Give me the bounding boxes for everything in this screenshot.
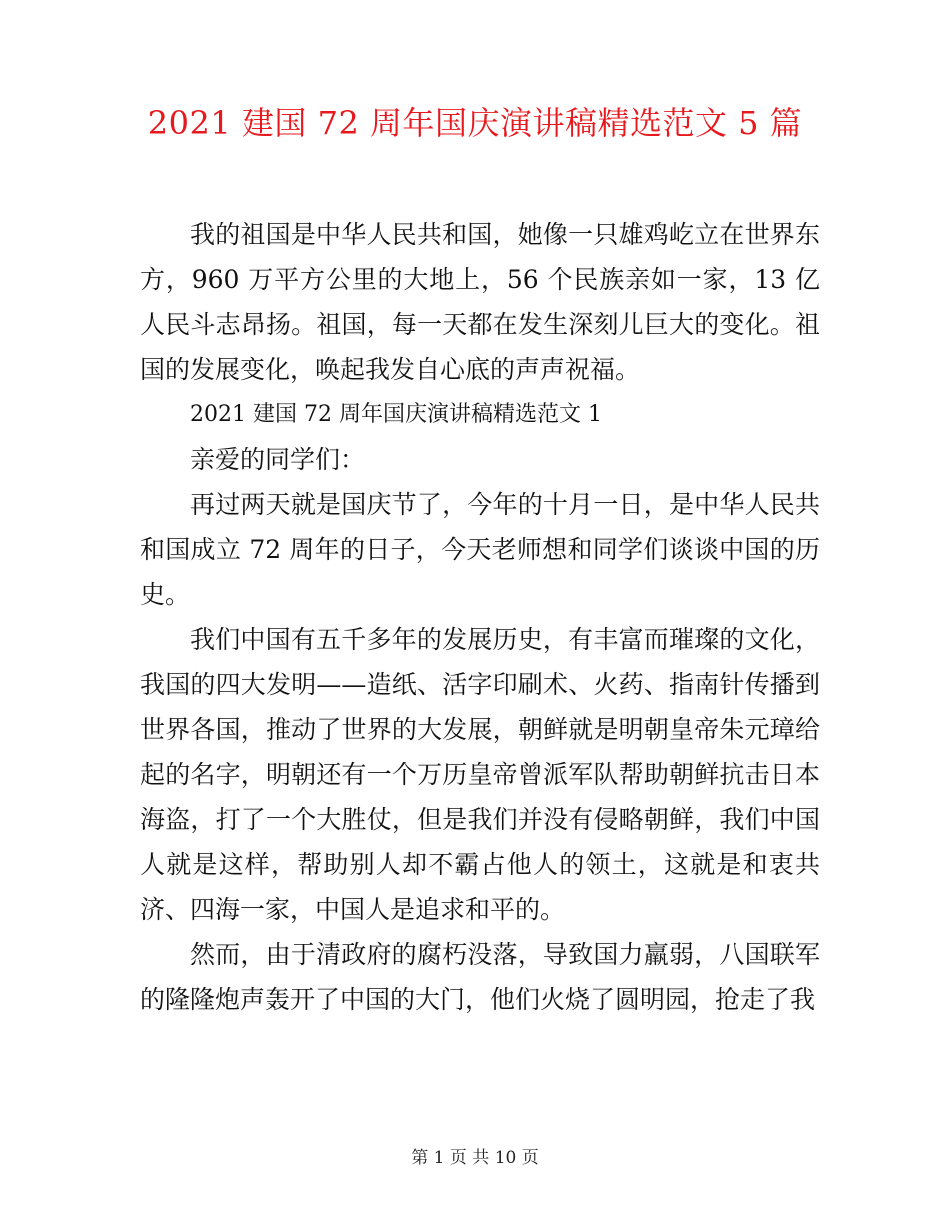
paragraph-intro: 我的祖国是中华人民共和国，她像一只雄鸡屹立在世界东方，960 万平方公里的大地上，56 个民族亲如一家，13 亿人民斗志昂扬。祖国，每一天都在发生深刻儿巨大的变化。祖国的发展变化，唤起我发自心底的声声祝福。 — [140, 220, 820, 384]
paragraph-history: 我们中国有五千多年的发展历史，有丰富而璀璨的文化，我国的四大发明——造纸、活字印刷术、火药、指南针传播到世界各国，推动了世界的大发展，朝鲜就是明朝皇帝朱元璋给起的名字，明朝还有一个万历皇帝曾派军队帮助朝鲜抗击日本海盗，打了一个大胜仗，但是我们并没有侵略朝鲜，我们中国人就是这样，帮助别人却不霸占他人的领土，这就是和衷共济、四海一家，中国人是追求和平的。 — [140, 625, 820, 924]
document-title: 2021 建国 72 周年国庆演讲稿精选范文 5 篇 — [147, 104, 803, 142]
document-body — [140, 212, 820, 1022]
paragraph-salutation: 亲爱的同学们： — [190, 445, 366, 474]
paragraph-qing-dynasty: 然而，由于清政府的腐朽没落，导致国力羸弱，八国联军的隆隆炮声轰开了中国的大门，他们火烧了圆明园，抢走了我 — [140, 940, 820, 1014]
paragraph-national-day: 再过两天就是国庆节了，今年的十月一日，是中华人民共和国成立 72 周年的日子，今天老师想和同学们谈谈中国的历史。 — [140, 490, 820, 609]
page-footer: 第 1 页 共 10 页 — [411, 1148, 539, 1168]
paragraph-section-heading: 2021 建国 72 周年国庆演讲稿精选范文 1 — [190, 402, 602, 427]
